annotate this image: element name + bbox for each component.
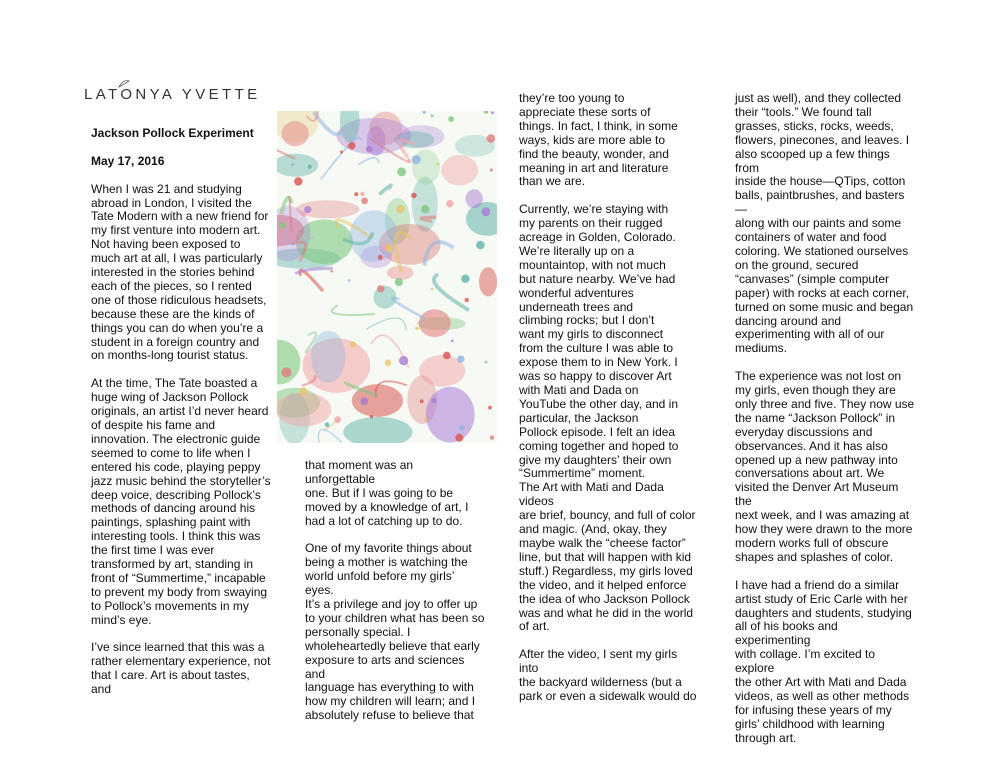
text-line: At the time, The Tate boasted a: [91, 376, 258, 391]
paint-dot: [370, 415, 373, 418]
paint-dot: [397, 167, 406, 176]
text-line: modern works full of obscure: [735, 535, 889, 550]
paint-dot: [461, 275, 469, 283]
text-line: opened up a new pathway into: [735, 452, 898, 467]
paragraph: [735, 579, 915, 746]
text-line: turned on some music and began: [735, 299, 914, 314]
paint-dot: [382, 244, 388, 250]
text-line: I’ve since learned that this was a: [91, 640, 265, 655]
text-line: for infusing these years of my: [735, 702, 892, 717]
text-line: climbing rocks; but I don’t: [519, 313, 655, 328]
text-line: shapes and splashes of color.: [735, 549, 894, 564]
paint-dot: [457, 355, 464, 362]
text-line: paintings, splashing paint with: [91, 515, 251, 530]
paint-dot: [432, 398, 437, 403]
text-line: We’re literally up on a: [519, 243, 635, 258]
text-line: After the video, I sent my girls into: [519, 647, 678, 676]
text-line: that moment was an unforgettable: [305, 458, 414, 486]
text-line: methods of dancing around his: [91, 501, 256, 516]
paint-dot: [360, 192, 364, 196]
paint-blob: [311, 331, 345, 383]
text-line: wholeheartedly believe that early: [305, 638, 480, 653]
text-line: experimenting with all of our: [735, 327, 885, 342]
text-line: through art.: [735, 730, 797, 745]
text-line: on the ground, secured: [735, 257, 859, 272]
paint-dot: [361, 198, 368, 205]
text-line: deep voice, describing Pollock’s: [91, 487, 261, 502]
paint-dot: [455, 434, 463, 442]
text-line: Currently, we’re staying with: [519, 202, 669, 217]
text-line: to your children what has been so: [305, 610, 485, 625]
text-line: things. In fact, I think, in some: [519, 118, 678, 133]
text-line: the idea of who Jackson Pollock: [519, 591, 690, 606]
paint-blob: [277, 393, 331, 427]
text-line: visited the Denver Art Museum the: [735, 480, 899, 509]
text-line: park or even a sidewalk would do: [519, 688, 697, 703]
text-line: videos, as well as other methods: [735, 688, 910, 703]
text-line: stuff.) Regardless, my girls loved: [519, 563, 693, 578]
paragraph: [305, 459, 485, 529]
text-line: world unfold before my girls’ eyes.: [305, 569, 454, 598]
paragraph: [519, 648, 699, 704]
paint-dot: [437, 419, 439, 421]
paint-blob: [426, 387, 475, 443]
paint-blob: [412, 149, 440, 184]
text-line: Pollock episode. I felt an idea: [519, 424, 676, 439]
text-line: “canvases” (simple computer: [735, 271, 890, 286]
text-line: paper) with rocks at each corner,: [735, 285, 910, 300]
paint-dot: [437, 163, 440, 166]
paint-dot: [348, 142, 355, 149]
text-line: next week, and I was amazing at: [735, 508, 910, 523]
paint-dot: [299, 387, 307, 395]
text-line: but nature nearby. We’ve had: [519, 271, 676, 286]
paint-blob: [479, 267, 497, 296]
article-column-2: [305, 459, 485, 723]
paint-dot: [354, 192, 358, 196]
text-line: appreciate these sorts of: [519, 104, 651, 119]
text-line: meaning in art and literature: [519, 160, 669, 175]
paint-dot: [348, 279, 351, 282]
text-line: my girls, even though they are: [735, 383, 896, 398]
text-line: One of my favorite things about: [305, 541, 472, 556]
text-line: student in a foreign country and: [91, 334, 260, 349]
text-line: things you can do when you’re a: [91, 320, 264, 335]
paint-dot: [481, 207, 490, 216]
paint-dot: [366, 146, 373, 153]
paint-dot: [385, 360, 392, 367]
text-line: mind’s eye.: [91, 612, 152, 627]
text-line: expose them to in New York. I: [519, 355, 678, 370]
text-line: of art.: [519, 619, 550, 634]
text-line: YouTube the other day, and in: [519, 396, 679, 411]
text-line: rather elementary experience, not: [91, 654, 271, 669]
text-line: that I care. Art is about tastes, and: [91, 668, 250, 697]
text-line: absolutely refuse to believe that: [305, 708, 474, 723]
paint-dot: [301, 211, 306, 216]
paint-dot: [431, 288, 434, 291]
article-column-4: [735, 92, 915, 746]
paint-dot: [334, 416, 341, 423]
text-line: abroad in London, I visited the: [91, 195, 252, 210]
text-line: my parents on their rugged: [519, 216, 663, 231]
paint-dot: [294, 177, 302, 185]
paint-dot: [490, 169, 493, 172]
text-line: When I was 21 and studying: [91, 181, 242, 196]
paint-dot: [421, 205, 429, 213]
text-line: how they were drawn to the more: [735, 522, 913, 537]
text-line: It’s a privilege and joy to offer up: [305, 597, 478, 612]
text-line: along with our paints and some: [735, 216, 902, 231]
text-line: the other Art with Mati and Dada: [735, 675, 907, 690]
text-line: particular, the Jackson: [519, 410, 639, 425]
pollock-painting-image: [277, 111, 497, 443]
paint-dot: [431, 114, 434, 117]
text-line: grasses, sticks, rocks, weeds,: [735, 118, 894, 133]
text-line: one. But if I was going to be: [305, 485, 454, 500]
text-line: personally special. I: [305, 624, 411, 639]
paragraph: [91, 183, 271, 364]
text-line: maybe walk the “cheese factor”: [519, 535, 686, 550]
paint-dot: [340, 151, 343, 154]
paint-dot: [279, 222, 286, 229]
paint-dot: [490, 436, 494, 440]
text-line: originals, an artist I’d never heard: [91, 404, 269, 419]
paint-dot: [330, 270, 333, 273]
paragraph: [519, 92, 699, 189]
paint-dot: [424, 418, 427, 421]
text-line: and magic. (And, okay, they: [519, 522, 667, 537]
text-line: observances. And it has also: [735, 438, 888, 453]
text-line: entered his code, playing peppy: [91, 459, 261, 474]
paint-dot: [476, 241, 485, 250]
paint-dot: [377, 285, 384, 292]
text-line: ways, kids are more able to: [519, 132, 666, 147]
text-line: wonderful adventures: [519, 285, 634, 300]
text-line: front of “Summertime,” incapable: [91, 570, 266, 585]
article-date: May 17, 2016: [91, 153, 165, 168]
text-line: want my girls to disconnect: [519, 327, 664, 342]
text-line: Not having been exposed to: [91, 237, 241, 252]
paragraph: [735, 92, 915, 356]
text-line: huge wing of Jackson Pollock: [91, 390, 249, 405]
article-column-3: [519, 92, 699, 704]
paint-blob: [441, 155, 478, 185]
text-line: seemed to come to life when I: [91, 445, 251, 460]
text-line: they’re too young to: [519, 91, 625, 105]
paint-dot: [488, 406, 492, 410]
text-line: each of the pieces, so I rented: [91, 278, 252, 293]
text-line: was and what he did in the world: [519, 605, 694, 620]
text-line: girls’ childhood with learning: [735, 716, 885, 731]
paint-blob: [350, 210, 398, 262]
text-line: I have had a friend do a similar: [735, 577, 900, 592]
paint-dot: [451, 340, 454, 343]
text-line: The experience was not lost on: [735, 369, 902, 384]
paint-dot: [325, 422, 330, 427]
paint-dot: [446, 200, 453, 207]
paint-dot: [485, 361, 488, 364]
text-line: interesting tools. I think this was: [91, 529, 261, 544]
paint-dot: [443, 352, 451, 360]
paragraph: [519, 203, 699, 634]
paint-dot: [491, 111, 494, 114]
text-line: just as well), and they collected: [735, 91, 902, 105]
text-line: much art at all, I was particularly: [91, 251, 263, 266]
text-line: the video, and it helped enforce: [519, 577, 687, 592]
text-line: was so happy to discover Art: [519, 369, 672, 384]
text-line: their “tools.” We found tall: [735, 104, 872, 119]
text-line: because these are the kinds of: [91, 306, 255, 321]
paint-dot: [448, 116, 454, 122]
text-line: dancing around and: [735, 313, 842, 328]
text-line: line, but that will happen with kid: [519, 549, 692, 564]
paint-dot: [411, 193, 417, 199]
paint-dot: [360, 397, 368, 405]
paragraph: [91, 377, 271, 627]
paint-dot: [291, 163, 294, 166]
text-line: also scooped up a few things from: [735, 146, 890, 175]
text-line: balls, paintbrushes, and basters—: [735, 188, 905, 217]
text-line: inside the house—QTips, cotton: [735, 174, 906, 189]
paint-dot: [396, 205, 404, 213]
text-line: conversations about art. We: [735, 466, 885, 481]
paint-dot: [415, 327, 419, 331]
text-line: The Art with Mati and Dada videos: [519, 480, 664, 509]
text-line: the name “Jackson Pollock” in: [735, 410, 896, 425]
text-line: moved by a knowledge of art, I: [305, 499, 469, 514]
text-line: acreage in Golden, Colorado.: [519, 230, 676, 245]
article-column-1: [91, 127, 271, 697]
text-line: Tate Modern with a new friend for: [91, 209, 269, 224]
text-line: interested in the stories behind: [91, 265, 255, 280]
text-line: one of those ridiculous headsets,: [91, 292, 267, 307]
text-line: exposure to arts and sciences and: [305, 652, 465, 681]
text-line: mountaintop, with not much: [519, 257, 666, 272]
text-line: transformed by art, standing in: [91, 557, 254, 572]
text-line: jazz music behind the storyteller’s: [91, 473, 271, 488]
text-line: with Mati and Dada on: [519, 383, 639, 398]
paint-dot: [378, 255, 383, 260]
paragraph: [735, 370, 915, 565]
text-line: the first time I was ever: [91, 543, 215, 558]
text-line: find the beauty, wonder, and: [519, 146, 669, 161]
text-line: on months-long tourist status.: [91, 348, 249, 363]
paint-dot: [282, 367, 292, 377]
text-line: daughters and students, studying: [735, 605, 912, 620]
paint-dot: [395, 278, 403, 286]
article-title: Jackson Pollock Experiment: [91, 126, 254, 140]
text-line: language has everything to with: [305, 680, 474, 695]
text-line: coloring. We stationed ourselves: [735, 243, 909, 258]
paint-dot: [350, 341, 356, 347]
text-line: my first venture into modern art.: [91, 223, 261, 238]
leaf-ornament-icon: [118, 79, 130, 89]
text-line: all of his books and experimenting: [735, 619, 838, 648]
text-line: underneath trees and: [519, 299, 634, 314]
text-line: are brief, bouncy, and full of color: [519, 508, 696, 523]
text-line: mediums.: [735, 341, 788, 356]
paragraph: [91, 641, 271, 697]
paint-dot: [308, 165, 312, 169]
text-line: being a mother is watching the: [305, 555, 468, 570]
paint-dot: [465, 298, 469, 302]
paint-blob: [419, 309, 451, 337]
paint-blob: [412, 177, 438, 232]
text-line: “Summertime” moment.: [519, 466, 646, 481]
text-line: give my daughters’ their own: [519, 452, 672, 467]
text-line: than we are.: [519, 174, 586, 189]
text-line: how my children will learn; and I: [305, 694, 476, 709]
text-line: to Pollock’s movements in my: [91, 598, 249, 613]
text-line: to prevent my body from swaying: [91, 584, 268, 599]
text-line: from the culture I was able to: [519, 341, 674, 356]
paint-dot: [459, 425, 464, 430]
paragraph: [305, 542, 485, 723]
paint-dot: [304, 206, 311, 213]
paint-dot: [487, 134, 496, 143]
brand-logo[interactable]: LATONYA YVETTE: [84, 86, 261, 103]
text-line: the backyard wilderness (but a: [519, 675, 682, 690]
text-line: artist study of Eric Carle with her: [735, 591, 908, 606]
text-line: of despite his fame and: [91, 417, 216, 432]
paint-blob: [282, 121, 309, 146]
paint-dot: [412, 155, 421, 164]
paint-dot: [399, 356, 408, 365]
text-line: coming together and hoped to: [519, 438, 679, 453]
paint-dot: [420, 399, 424, 403]
text-line: with collage. I’m excited to explore: [735, 647, 876, 676]
paint-blob: [466, 189, 483, 208]
text-line: flowers, pinecones, and leaves. I: [735, 132, 910, 147]
text-line: had a lot of catching up to do.: [305, 513, 463, 528]
text-line: only three and five. They now use: [735, 396, 915, 411]
text-line: everyday discussions and: [735, 424, 873, 439]
text-line: containers of water and food: [735, 230, 887, 245]
text-line: innovation. The electronic guide: [91, 431, 261, 446]
